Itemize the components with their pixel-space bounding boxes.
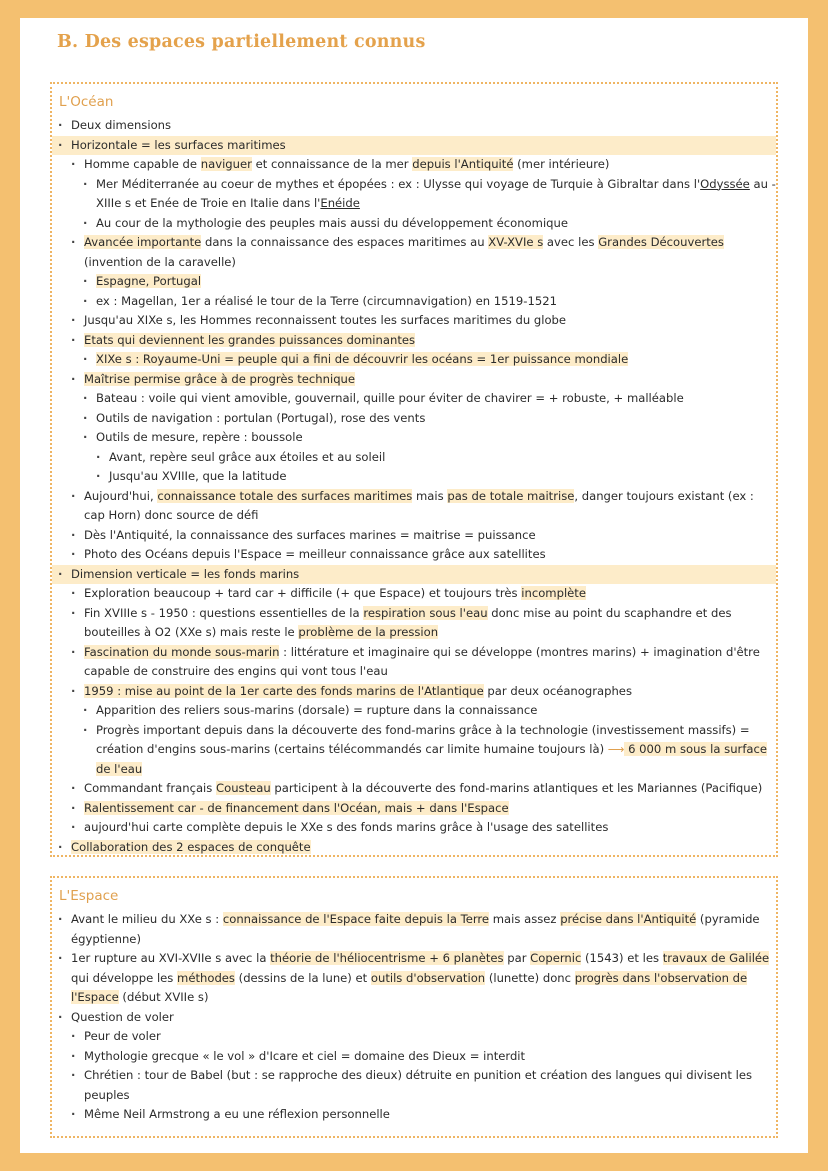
ocean-list xyxy=(52,116,776,857)
list-item: · Homme capable de naviguer et connaissance de la mer depuis l'Antiquité (mer intérieure) xyxy=(52,155,776,175)
list-item: · Mer Méditerranée au coeur de mythes et épopées : ex : Ulysse qui voyage de Turquie à Gibraltar dans l'Odyssée au - XIIIe s et Enée de Troie en Italie dans l'Enéide xyxy=(52,175,776,214)
list-item: · Bateau : voile qui vient amovible, gouvernail, quille pour éviter de chavirer = + robuste, + malléable xyxy=(52,389,776,409)
espace-heading: L'Espace xyxy=(59,888,119,904)
list-item: · Au cour de la mythologie des peuples mais aussi du développement économique xyxy=(52,214,776,234)
list-item: · Deux dimensions xyxy=(52,116,776,136)
list-item: · Outils de navigation : portulan (Portugal), rose des vents xyxy=(52,409,776,429)
list-item: · Etats qui deviennent les grandes puissances dominantes xyxy=(52,331,776,351)
list-item: · Aujourd'hui, connaissance totale des surfaces maritimes mais pas de totale maitrise, danger toujours existant (ex : cap Horn) donc source de défi xyxy=(52,487,776,526)
list-item: · Outils de mesure, repère : boussole xyxy=(52,428,776,448)
list-item: · Horizontale = les surfaces maritimes xyxy=(52,136,776,156)
list-item: · XIXe s : Royaume-Uni = peuple qui a fini de découvrir les océans = 1er puissance mondiale xyxy=(52,350,776,370)
list-item: · Jusqu'au XVIIIe, que la latitude xyxy=(52,467,776,487)
list-item: · Progrès important depuis dans la découverte des fond-marins grâce à la technologie (investissement massifs) = création d'engins sous-marins (certains télécommandés car limite humaine toujours là) ⟶ 6 000 m sous la surface de l'eau xyxy=(52,721,776,780)
list-item: · Commandant français Cousteau participent à la découverte des fond-marins atlantiques et les Mariannes (Pacifique) xyxy=(52,779,776,799)
list-item: · Dimension verticale = les fonds marins xyxy=(52,565,776,585)
list-item: · Espagne, Portugal xyxy=(52,272,776,292)
arrow-icon: ⟶ xyxy=(607,742,625,756)
list-item: · Même Neil Armstrong a eu une réflexion personnelle xyxy=(52,1105,776,1125)
list-item: · Fin XVIIIe s - 1950 : questions essentielles de la respiration sous l'eau donc mise au point du scaphandre et des bouteilles à O2 (XXe s) mais reste le problème de la pression xyxy=(52,604,776,643)
list-item: · Fascination du monde sous-marin : littérature et imaginaire qui se développe (montres marins) + imagination d'être capable de construire des engins qui vont tous l'eau xyxy=(52,643,776,682)
list-item: · ex : Magellan, 1er a réalisé le tour de la Terre (circumnavigation) en 1519-1521 xyxy=(52,292,776,312)
list-item: · aujourd'hui carte complète depuis le XXe s des fonds marins grâce à l'usage des satellites xyxy=(52,818,776,838)
list-item: · 1er rupture au XVI-XVIIe s avec la théorie de l'héliocentrisme + 6 planètes par Copernic (1543) et les travaux de Galilée qui développe les méthodes (dessins de la lune) et outils d'observation (lunette) donc progrès dans l'observation de l'Espace (début XVIIe s) xyxy=(52,949,776,1008)
list-item: · Apparition des reliers sous-marins (dorsale) = rupture dans la connaissance xyxy=(52,701,776,721)
section-title: B. Des espaces partiellement connus xyxy=(57,32,426,52)
list-item: · Question de voler xyxy=(52,1008,776,1028)
list-item: · Avant le milieu du XXe s : connaissance de l'Espace faite depuis la Terre mais assez précise dans l'Antiquité (pyramide égyptienne) xyxy=(52,910,776,949)
ocean-heading: L'Océan xyxy=(59,94,114,110)
list-item: · Jusqu'au XIXe s, les Hommes reconnaissent toutes les surfaces maritimes du globe xyxy=(52,311,776,331)
list-item: · Peur de voler xyxy=(52,1027,776,1047)
list-item: · Dès l'Antiquité, la connaissance des surfaces marines = maitrise = puissance xyxy=(52,526,776,546)
ocean-box xyxy=(50,82,778,857)
list-item: · Photo des Océans depuis l'Espace = meilleur connaissance grâce aux satellites xyxy=(52,545,776,565)
list-item: · Maîtrise permise grâce à de progrès technique xyxy=(52,370,776,390)
list-item: · Mythologie grecque « le vol » d'Icare et ciel = domaine des Dieux = interdit xyxy=(52,1047,776,1067)
list-item: · Exploration beaucoup + tard car + difficile (+ que Espace) et toujours très incomplète xyxy=(52,584,776,604)
list-item: · Avancée importante dans la connaissance des espaces maritimes au XV-XVIe s avec les Grandes Découvertes (invention de la caravelle) xyxy=(52,233,776,272)
list-item: · 1959 : mise au point de la 1er carte des fonds marins de l'Atlantique par deux océanographes xyxy=(52,682,776,702)
espace-list xyxy=(52,910,776,1125)
page xyxy=(20,18,808,1153)
list-item: · Avant, repère seul grâce aux étoiles et au soleil xyxy=(52,448,776,468)
list-item: · Collaboration des 2 espaces de conquête xyxy=(52,838,776,858)
list-item: · Chrétien : tour de Babel (but : se rapproche des dieux) détruite en punition et création des langues qui divisent les peuples xyxy=(52,1066,776,1105)
list-item: · Ralentissement car - de financement dans l'Océan, mais + dans l'Espace xyxy=(52,799,776,819)
espace-box xyxy=(50,876,778,1138)
